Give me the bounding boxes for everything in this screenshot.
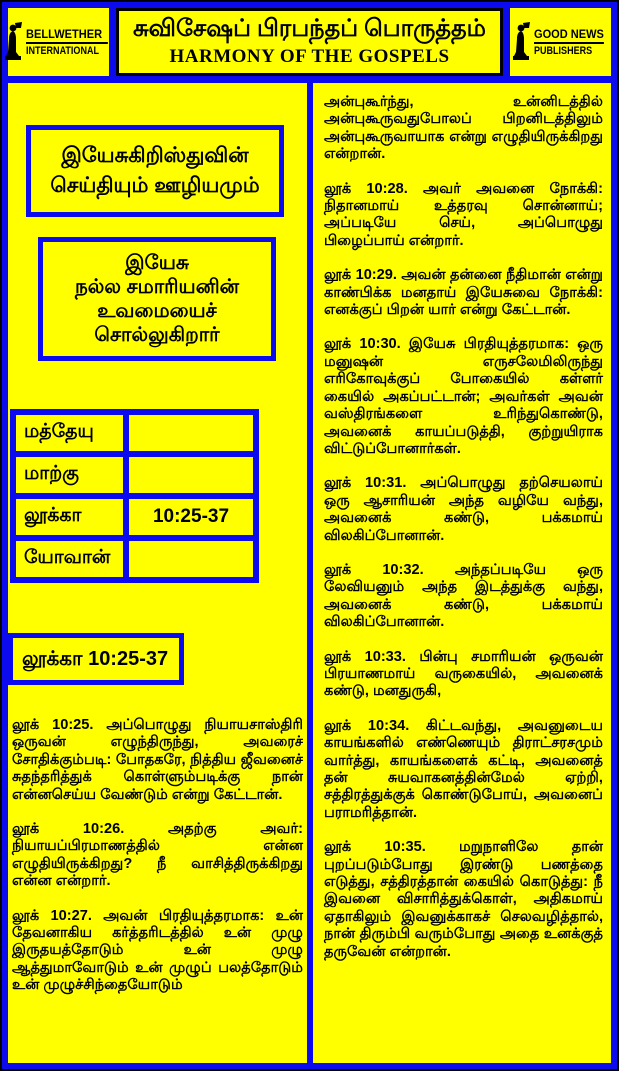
gospel-reference-john — [126, 538, 256, 580]
verse-paragraph-10-29: லூக் 10:29. அவன் தன்னை நீதிமான் என்று காண்பிக்க மனதாய் இயேசுவை நோக்கி: எனக்குப் பிறன் யார் என்று கேட்டான். — [324, 267, 603, 319]
ministry-title-line: இயேசுகிறிஸ்துவின் — [61, 144, 249, 167]
table-row-luke — [13, 496, 256, 538]
verse-paragraph-10-30: லூக் 10:30. இயேசு பிரதியுத்தரமாக: ஒரு மனுஷன் எருசலேமிலிருந்து எரிகோவுக்குப் போகையில் கள்ளர் கையில் அகப்பட்டான்; அவர்கள் அவன் வஸ்திரங்களை உரிந்துகொண்டு, அவனைக் காயப்படுத்தி, குற்றுயிராக விட்டுப்போனார்கள். — [324, 336, 603, 457]
verse-paragraph-10-32: லூக் 10:32. அந்தப்படியே ஒரு லேவியனும் அந்த இடத்துக்கு வந்து, அவனைக் கண்டு, பக்கமாய் விலகிப்போனான். — [324, 561, 603, 631]
goodnews-figure-icon — [511, 22, 531, 62]
verse-paragraph-10-34: லூக் 10:34. கிட்டவந்து, அவனுடைய காயங்களில் எண்ணெயும் திராட்சரசமும் வார்த்து, காயங்களைக் கட்டி, அவனைத் தன் சுயவாகனத்தின்மேல் ஏற்றி, சத்திரத்துக்குக் கொண்டுபோய், அவனைப் பராமரித்தான். — [324, 717, 603, 821]
table-row-john — [13, 538, 256, 580]
ministry-title-box — [26, 125, 284, 217]
bellwether-logo-text — [26, 28, 115, 57]
header — [8, 8, 611, 76]
left-panel — [8, 83, 307, 1063]
verse-paragraph-10-33: லூக் 10:33. பின்பு சமாரியன் ஒருவன் பிரயாணமாய் வருகையில், அவனைக் கண்டு, மனதுருகி, — [324, 648, 603, 700]
gospel-label-john: யோவான் — [13, 538, 126, 580]
verse-paragraph-10-26: லூக் 10:26. அதற்கு அவர்: நியாயப்பிரமாணத்தில் என்ன எழுதியிருக்கிறது? நீ வாசித்திருக்கிறது என்ன என்றார். — [12, 821, 303, 890]
header-divider-left — [109, 8, 116, 76]
goodnews-name: GOOD NEWS — [534, 28, 604, 44]
verse-paragraph-10-35: லூக் 10:35. மறுநாளிலே தான் புறப்படும்போது இரண்டு பணத்தை எடுத்து, சத்திரத்தான் கையில் கொடுத்து: நீ இவனை விசாரித்துக்கொள், அதிகமாய் ஏதாகிலும் இவனுக்காகச் செலவழித்தால், நான் திரும்பி வரும்போது அதை உனக்குத் தருவேன் என்றான். — [324, 839, 603, 960]
parable-title-line: சொல்லுகிறார் — [94, 324, 220, 346]
gospel-label-matthew: மத்தேயு — [13, 412, 126, 454]
header-divider-right — [503, 8, 510, 76]
gospel-reference-table — [10, 409, 259, 583]
page-inner-border — [2, 2, 617, 1069]
verse-paragraph-10-25: லூக் 10:25. அப்பொழுது நியாயசாஸ்திரி ஒருவன் எழுந்திருந்து, அவரைச் சோதிக்கும்படி: போதகரே, நித்திய ஜீவனைச் சுதந்தரித்துக் கொள்ளும்படிக்கு நான் என்னசெய்ய வேண்டும் என்று கேட்டான். — [12, 717, 303, 803]
bellwether-name: BELLWETHER — [26, 28, 108, 44]
parable-title-line: நல்ல சமாரியனின் — [74, 276, 240, 298]
gospel-reference-matthew — [126, 412, 256, 454]
goodnews-logo — [510, 8, 611, 76]
title-cell — [116, 8, 503, 76]
goodnews-logo-text — [534, 28, 610, 57]
page-title-english: HARMONY OF THE GOSPELS — [169, 45, 450, 67]
verse-paragraph-10-31: லூக் 10:31. அப்பொழுது தற்செயலாய் ஒரு ஆசாரியன் அந்த வழியே வந்து, அவனைக் கண்டு, பக்கமாய் விலகிப்போனான். — [324, 475, 603, 544]
table-row-mark — [13, 454, 256, 496]
ministry-title-line: செய்தியும் ஊழியமும் — [50, 174, 260, 197]
left-verse-text — [12, 717, 303, 995]
parable-title-box — [38, 237, 276, 361]
content — [8, 83, 611, 1063]
gospel-reference-luke: 10:25-37 — [126, 496, 256, 538]
verse-paragraph-10-27: லூக் 10:27. அவன் பிரதியுத்தரமாக: உன் தேவனாகிய கர்த்தரிடத்தில் உன் முழு இருதயத்தோடும் உன் முழு ஆத்துமாவோடும் உன் முழுப் பலத்தோடும் உன் முழுச்சிந்தையோடும் — [12, 907, 303, 994]
section-heading-box: லூக்கா 10:25-37 — [8, 633, 184, 685]
page-title-tamil: சுவிசேஷப் பிரபந்தப் பொருத்தம் — [133, 16, 486, 43]
verse-paragraph-10-27-cont: அன்புகூர்ந்து, உன்னிடத்தில் அன்புகூருவதுபோலப் பிறனிடத்திலும் அன்புகூருவாயாக என்று எழுதியிருக்கிறது என்றான். — [324, 94, 603, 163]
verse-paragraph-10-28: லூக் 10:28. அவர் அவனை நோக்கி: நிதானமாய் உத்தரவு சொன்னாய்; அப்படியே செய், அப்பொழுது பிழைப்பாய் என்றார். — [324, 180, 603, 249]
bellwether-logo — [8, 8, 109, 76]
table-row-matthew — [13, 412, 256, 454]
parable-title-line: உவமையைச் — [97, 300, 217, 322]
parable-title-line: இயேசு — [125, 252, 189, 274]
gospel-reference-mark — [126, 454, 256, 496]
bellwether-subname: INTERNATIONAL — [25, 44, 99, 57]
bellwether-figure-icon — [3, 22, 23, 62]
goodnews-subname: PUBLISHERS — [534, 44, 593, 57]
gospel-label-mark: மாற்கு — [13, 454, 126, 496]
title-box — [116, 8, 503, 76]
gospel-label-luke: லூக்கா — [13, 496, 126, 538]
header-bottom-bar — [8, 76, 611, 83]
right-panel — [313, 83, 611, 1063]
